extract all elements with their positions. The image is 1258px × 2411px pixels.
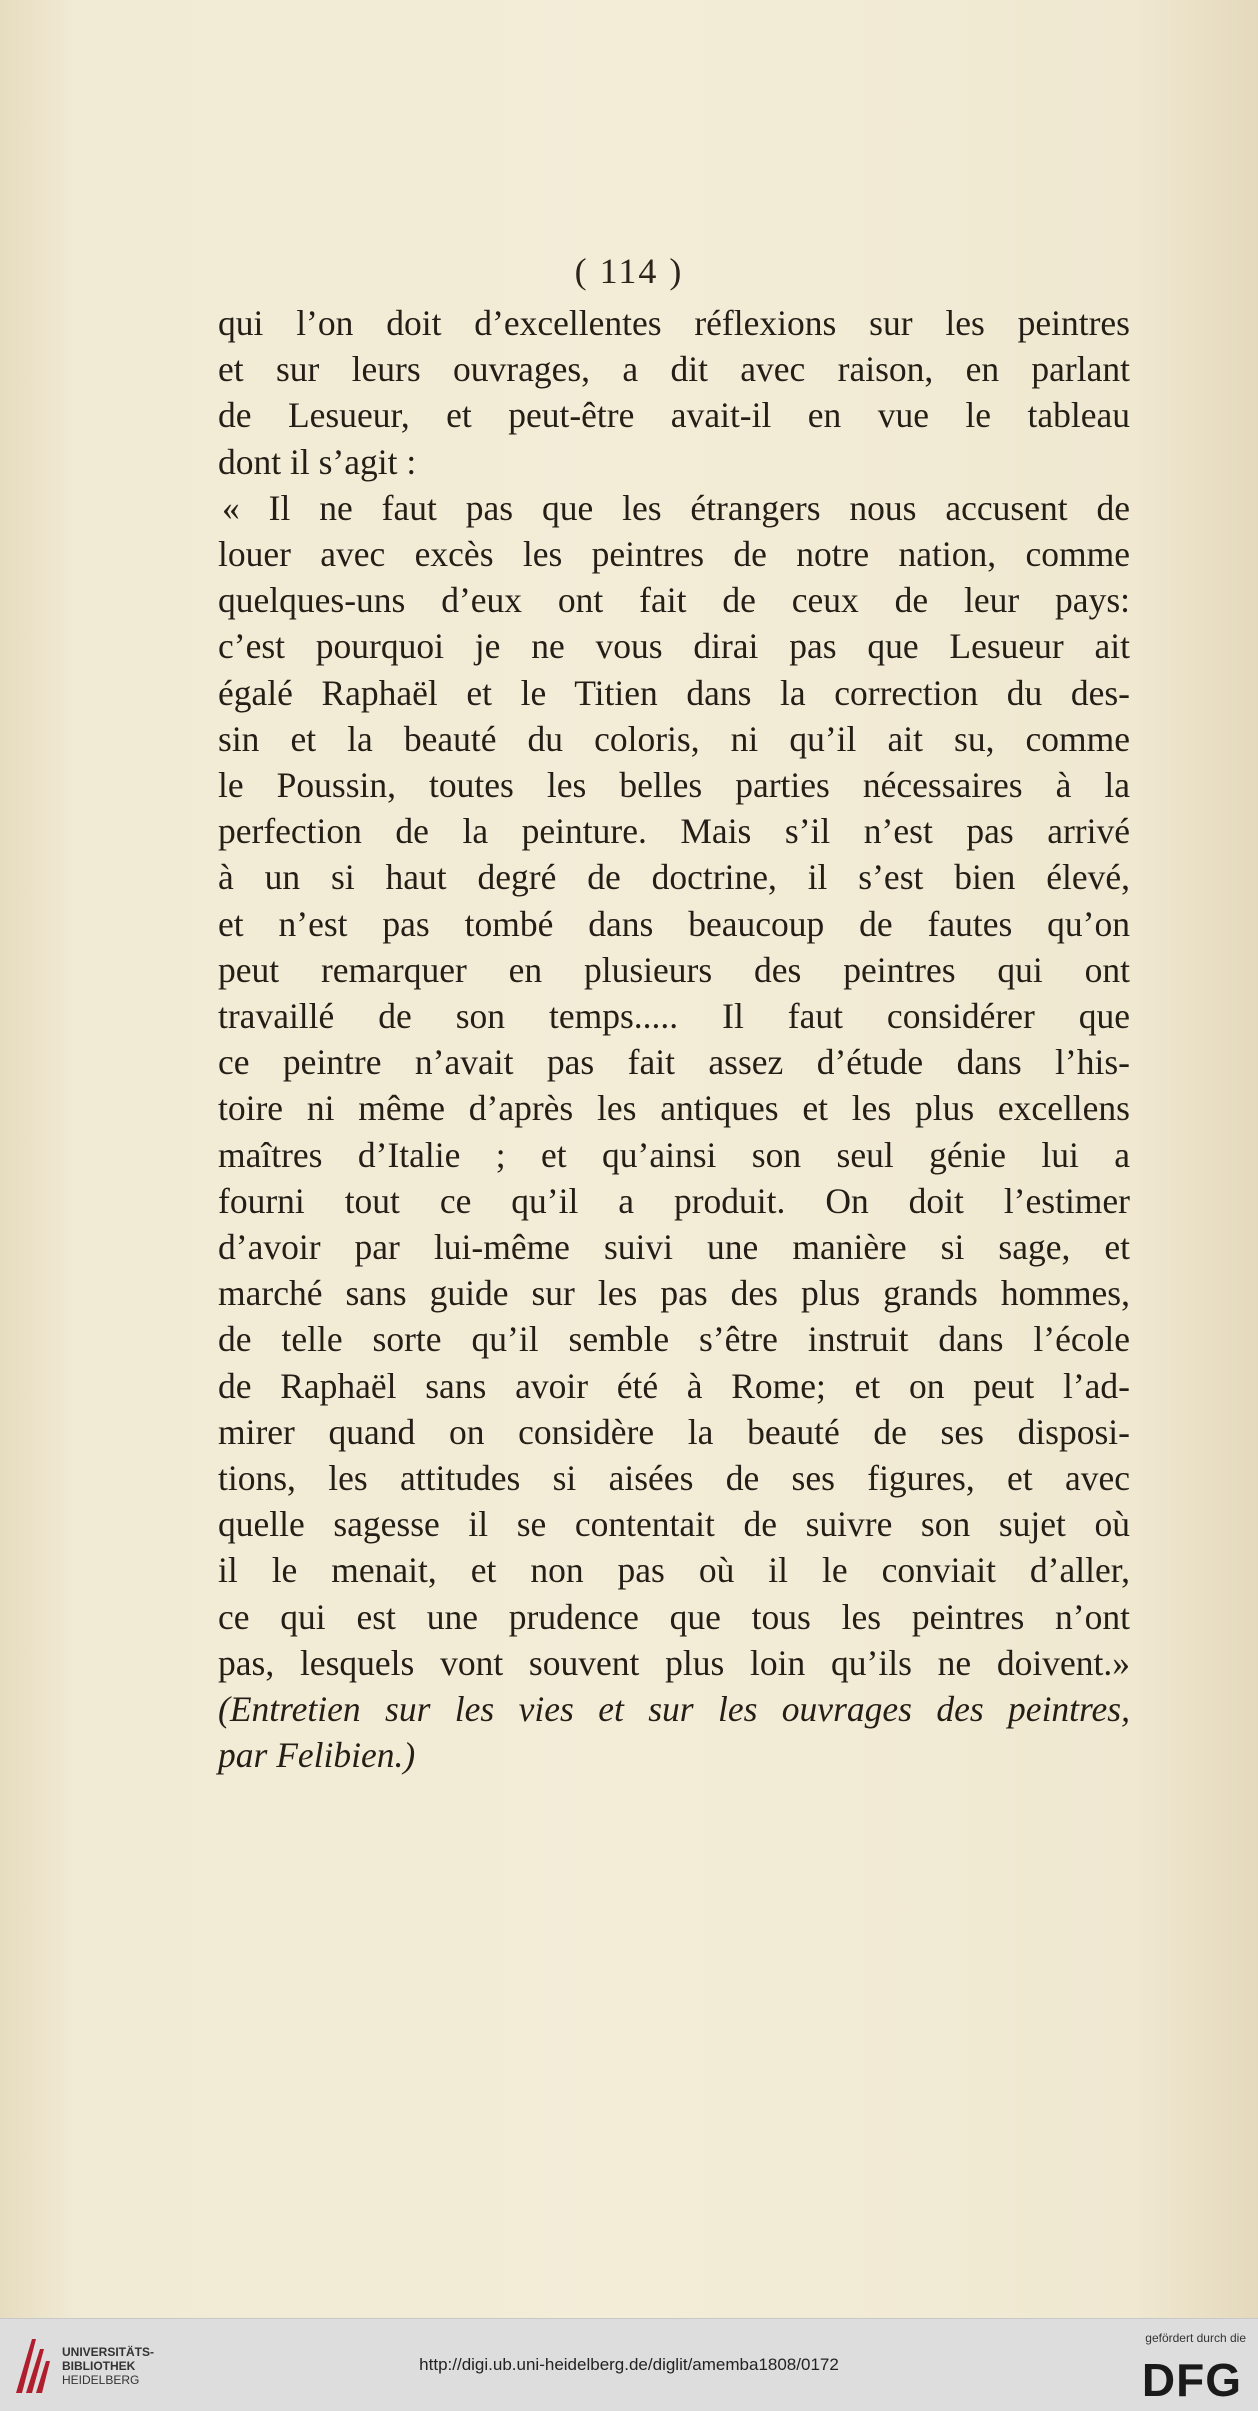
source-url-link[interactable]: http://digi.ub.uni-heidelberg.de/diglit/amemba1808/0172	[419, 2355, 839, 2374]
text-line: toire ni même d’après les antiques et les plus excellens	[218, 1088, 1130, 1129]
text-line: le Poussin, toutes les belles parties nécessaires à la	[218, 765, 1130, 806]
text-line: qui l’on doit d’excellentes réflexions sur les peintres	[218, 303, 1130, 343]
text-line: de Raphaël sans avoir été à Rome; et on peut l’ad-	[218, 1365, 1130, 1406]
text-line: marché sans guide sur les pas des plus grands hommes,	[218, 1273, 1130, 1314]
text-line: perfection de la peinture. Mais s’il n’est pas arrivé	[218, 811, 1130, 852]
text-line: sin et la beauté du coloris, ni qu’il ait su, comme	[218, 718, 1130, 759]
funding-note: gefördert durch die	[1145, 2331, 1246, 2345]
library-name-line: UNIVERSITÄTS-	[62, 2345, 155, 2359]
text-line: mirer quand on considère la beauté de ses disposi-	[218, 1411, 1130, 1452]
text-line: ce qui est une prudence que tous les peintres n’ont	[218, 1596, 1130, 1637]
text-line: dont il s’agit :	[218, 441, 417, 482]
text-line: tions, les attitudes si aisées de ses figures, et avec	[218, 1458, 1130, 1499]
text-line: « Il ne faut pas que les étrangers nous accusent de	[222, 487, 1130, 528]
text-line: quelques-uns d’eux ont fait de ceux de leur pays:	[218, 580, 1130, 621]
text-line: à un si haut degré de doctrine, il s’est bien élevé,	[218, 857, 1130, 898]
page-number: ( 114 )	[574, 251, 684, 291]
text-line: pas, lesquels vont souvent plus loin qu’ils ne doivent.»	[218, 1642, 1130, 1683]
text-line: égalé Raphaël et le Titien dans la correction du des-	[218, 672, 1130, 713]
text-line: fourni tout ce qu’il a produit. On doit l’estimer	[218, 1180, 1130, 1221]
dfg-logo: DFG	[1141, 2354, 1242, 2406]
text-line: maîtres d’Italie ; et qu’ainsi son seul génie lui a	[218, 1134, 1130, 1175]
text-line: peut remarquer en plusieurs des peintres qui ont	[218, 949, 1130, 990]
text-line: il le menait, et non pas où il le conviait d’aller,	[218, 1550, 1130, 1591]
library-name-line: HEIDELBERG	[62, 2373, 140, 2387]
text-line: quelle sagesse il se contentait de suivre son sujet où	[218, 1504, 1130, 1545]
text-line: travaillé de son temps..... Il faut considérer que	[218, 996, 1130, 1037]
library-name-line: BIBLIOTHEK	[62, 2359, 136, 2373]
body-text	[218, 300, 1130, 1779]
text-line: et sur leurs ouvrages, a dit avec raison, en parlant	[218, 349, 1130, 390]
viewer-footer	[0, 2318, 1258, 2411]
text-line: louer avec excès les peintres de notre nation, comme	[218, 534, 1130, 575]
text-line: de Lesueur, et peut-être avait-il en vue le tableau	[218, 395, 1130, 436]
text-line: ce peintre n’avait pas fait assez d’étude dans l’his-	[218, 1042, 1130, 1083]
citation-line: (Entretien sur les vies et sur les ouvrages des peintres,	[218, 1689, 1130, 1730]
text-line: d’avoir par lui-même suivi une manière si sage, et	[218, 1227, 1130, 1268]
text-line: c’est pourquoi je ne vous dirai pas que Lesueur ait	[218, 626, 1130, 667]
text-line: de telle sorte qu’il semble s’être instruit dans l’école	[218, 1319, 1130, 1360]
citation-line: par Felibien.)	[218, 1735, 416, 1776]
text-line: et n’est pas tombé dans beaucoup de fautes qu’on	[218, 903, 1130, 944]
